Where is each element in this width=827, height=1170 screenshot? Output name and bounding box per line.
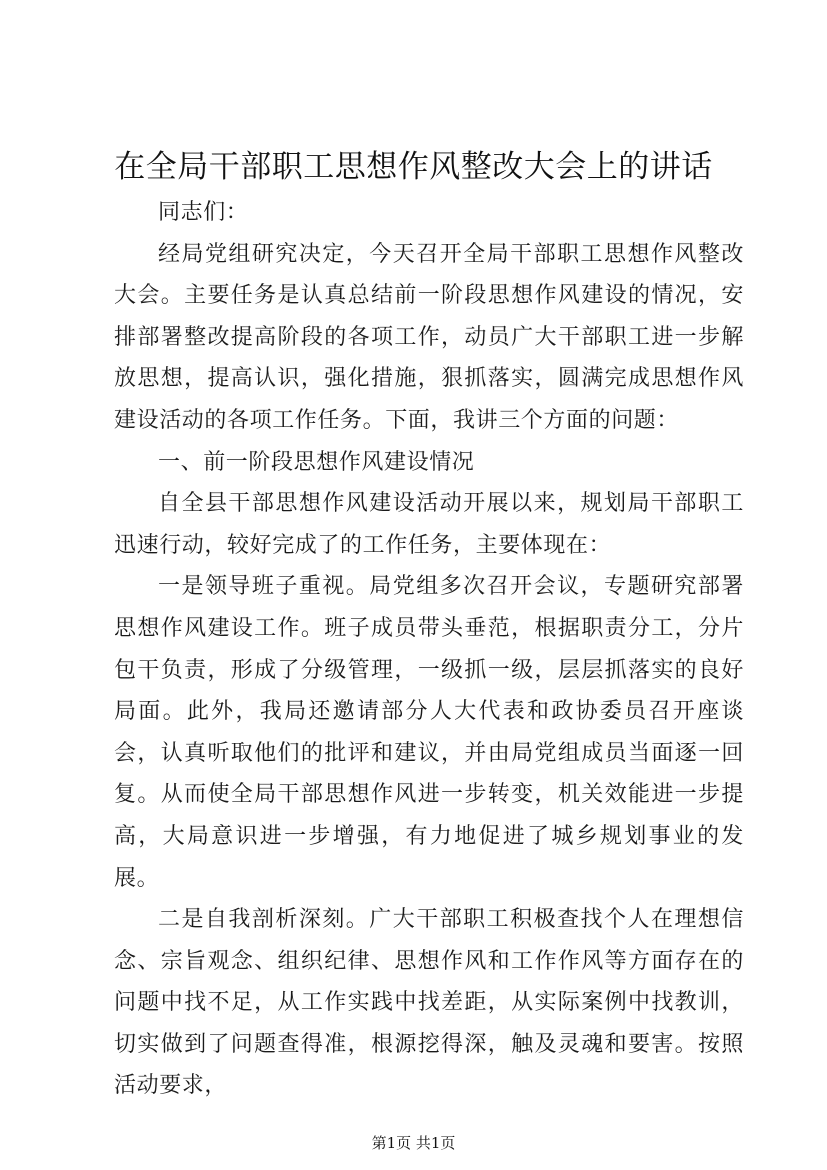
page-footer: 第1页 共1页	[371, 1134, 456, 1152]
intro-paragraph: 经局党组研究决定，今天召开全局干部职工思想作风整改大会。主要任务是认真总结前一阶段思想作风建设的情况，安排部署整改提高阶段的各项工作，动员广大干部职工进一步解放思想，提高认识，强化措施，狠抓落实，圆满完成思想作风建设活动的各项工作任务。下面，我讲三个方面的问题：	[114, 241, 744, 433]
document-title: 在全局干部职工思想作风整改大会上的讲话	[114, 149, 713, 185]
section-intro-paragraph: 自全县干部思想作风建设活动开展以来，规划局干部职工迅速行动，较好完成了的工作任务，主要体现在：	[114, 491, 744, 558]
point-two-paragraph: 二是自我剖析深刻。广大干部职工积极查找个人在理想信念、宗旨观念、组织纪律、思想作风和工作作风等方面存在的问题中找不足，从工作实践中找差距，从实际案例中找教训，切实做到了问题查得准，根源挖得深，触及灵魂和要害。按照活动要求，	[114, 907, 744, 1099]
point-one-paragraph: 一是领导班子重视。局党组多次召开会议，专题研究部署思想作风建设工作。班子成员带头垂范，根据职责分工，分片包干负责，形成了分级管理，一级抓一级，层层抓落实的良好局面。此外，我局还邀请部分人大代表和政协委员召开座谈会，认真听取他们的批评和建议，并由局党组成员当面逐一回复。从而使全局干部思想作风进一步转变，机关效能进一步提高，大局意识进一步增强，有力地促进了城乡规划事业的发展。	[114, 574, 744, 891]
section-heading: 一、前一阶段思想作风建设情况	[158, 449, 475, 475]
document-body	[114, 192, 744, 1107]
salutation-paragraph: 同志们：	[158, 200, 249, 225]
